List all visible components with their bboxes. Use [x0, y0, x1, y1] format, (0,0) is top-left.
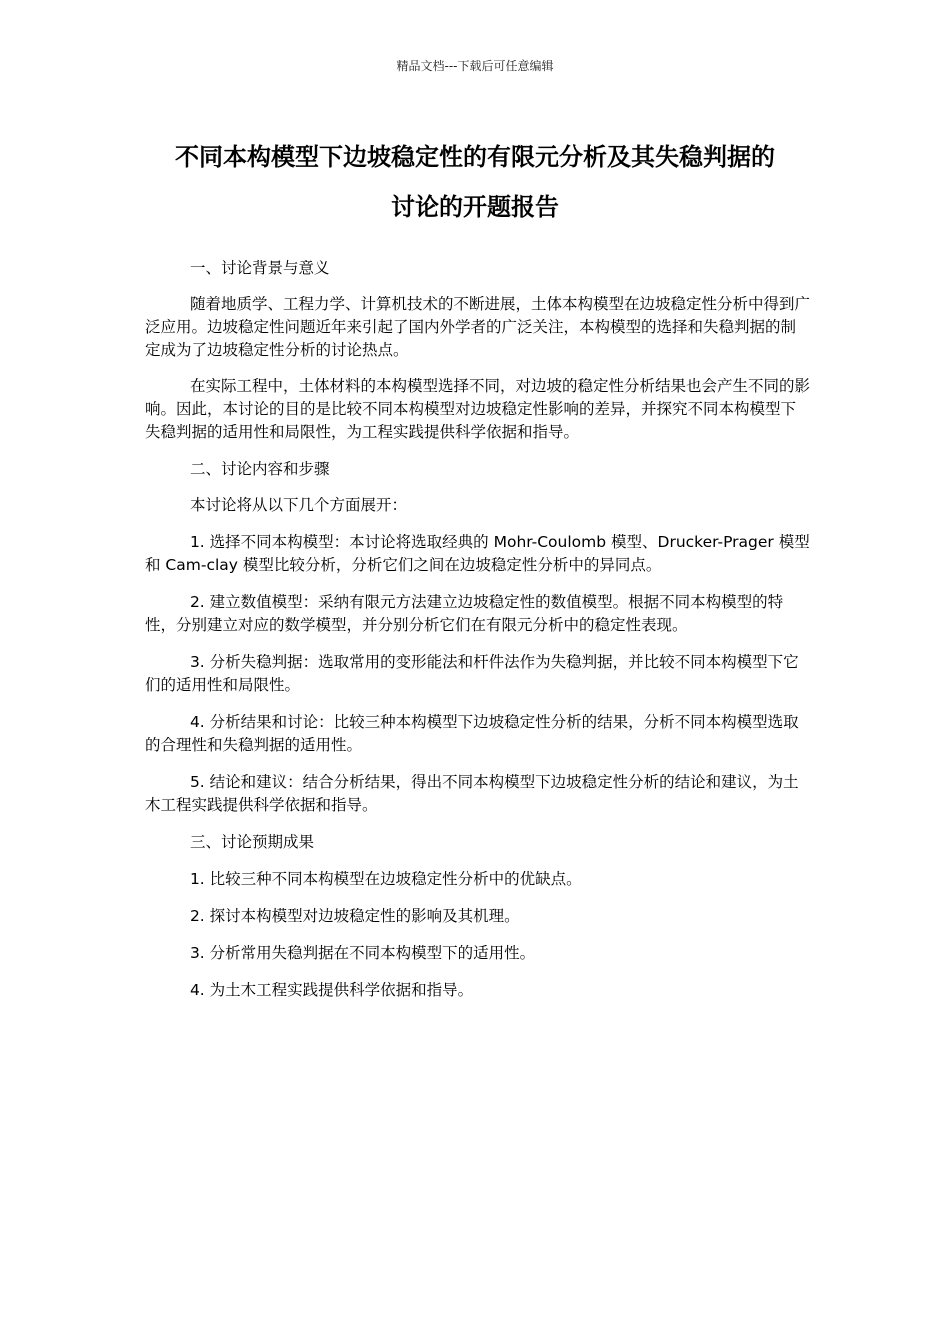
list-item-content-1: 1. 选择不同本构模型：本讨论将选取经典的 Mohr-Coulomb 模型、Drucker-Prager 模型和 Cam-clay 模型比较分析，分析它们之间在边坡稳定性分析中的异同点。 [145, 533, 810, 574]
list-item-content-2: 2. 建立数值模型：采纳有限元方法建立边坡稳定性的数值模型。根据不同本构模型的特性，分别建立对应的数学模型，并分别分析它们在有限元分析中的稳定性表现。 [145, 593, 784, 634]
title-line-2: 讨论的开题报告 [391, 193, 559, 221]
list-item-result-3: 3. 分析常用失稳判据在不同本构模型下的适用性。 [189, 944, 536, 962]
title-line-1: 不同本构模型下边坡稳定性的有限元分析及其失稳判据的 [175, 143, 775, 171]
list-item-result-2: 2. 探讨本构模型对边坡稳定性的影响及其机理。 [189, 907, 520, 925]
list-item-result-4: 4. 为土木工程实践提供科学依据和指导。 [189, 981, 474, 999]
document-title [120, 132, 830, 232]
paragraph-background-2: 在实际工程中，土体材料的本构模型选择不同，对边坡的稳定性分析结果也会产生不同的影响。因此，本讨论的目的是比较不同本构模型对边坡稳定性影响的差异，并探究不同本构模型下失稳判据的适用性和局限性，为工程实践提供科学依据和指导。 [145, 377, 810, 441]
list-item-content-3: 3. 分析失稳判据：选取常用的变形能法和杆件法作为失稳判据，并比较不同本构模型下它们的适用性和局限性。 [145, 653, 799, 694]
section-heading-background: 一、讨论背景与意义 [189, 259, 330, 277]
section-heading-content: 二、讨论内容和步骤 [189, 460, 330, 478]
paragraph-content-intro: 本讨论将从以下几个方面展开： [189, 496, 407, 514]
list-item-content-5: 5. 结论和建议：结合分析结果，得出不同本构模型下边坡稳定性分析的结论和建议，为土木工程实践提供科学依据和指导。 [145, 773, 799, 814]
section-heading-results: 三、讨论预期成果 [189, 833, 314, 851]
list-item-content-4: 4. 分析结果和讨论：比较三种本构模型下边坡稳定性分析的结果，分析不同本构模型选取的合理性和失稳判据的适用性。 [145, 713, 799, 754]
header-note: 精品文档---下载后可任意编辑 [396, 59, 554, 73]
document-body [145, 257, 810, 1002]
list-item-result-1: 1. 比较三种不同本构模型在边坡稳定性分析中的优缺点。 [189, 870, 582, 888]
paragraph-background-1: 随着地质学、工程力学、计算机技术的不断进展，土体本构模型在边坡稳定性分析中得到广泛应用。边坡稳定性问题近年来引起了国内外学者的广泛关注，本构模型的选择和失稳判据的制定成为了边坡稳定性分析的讨论热点。 [145, 295, 810, 359]
